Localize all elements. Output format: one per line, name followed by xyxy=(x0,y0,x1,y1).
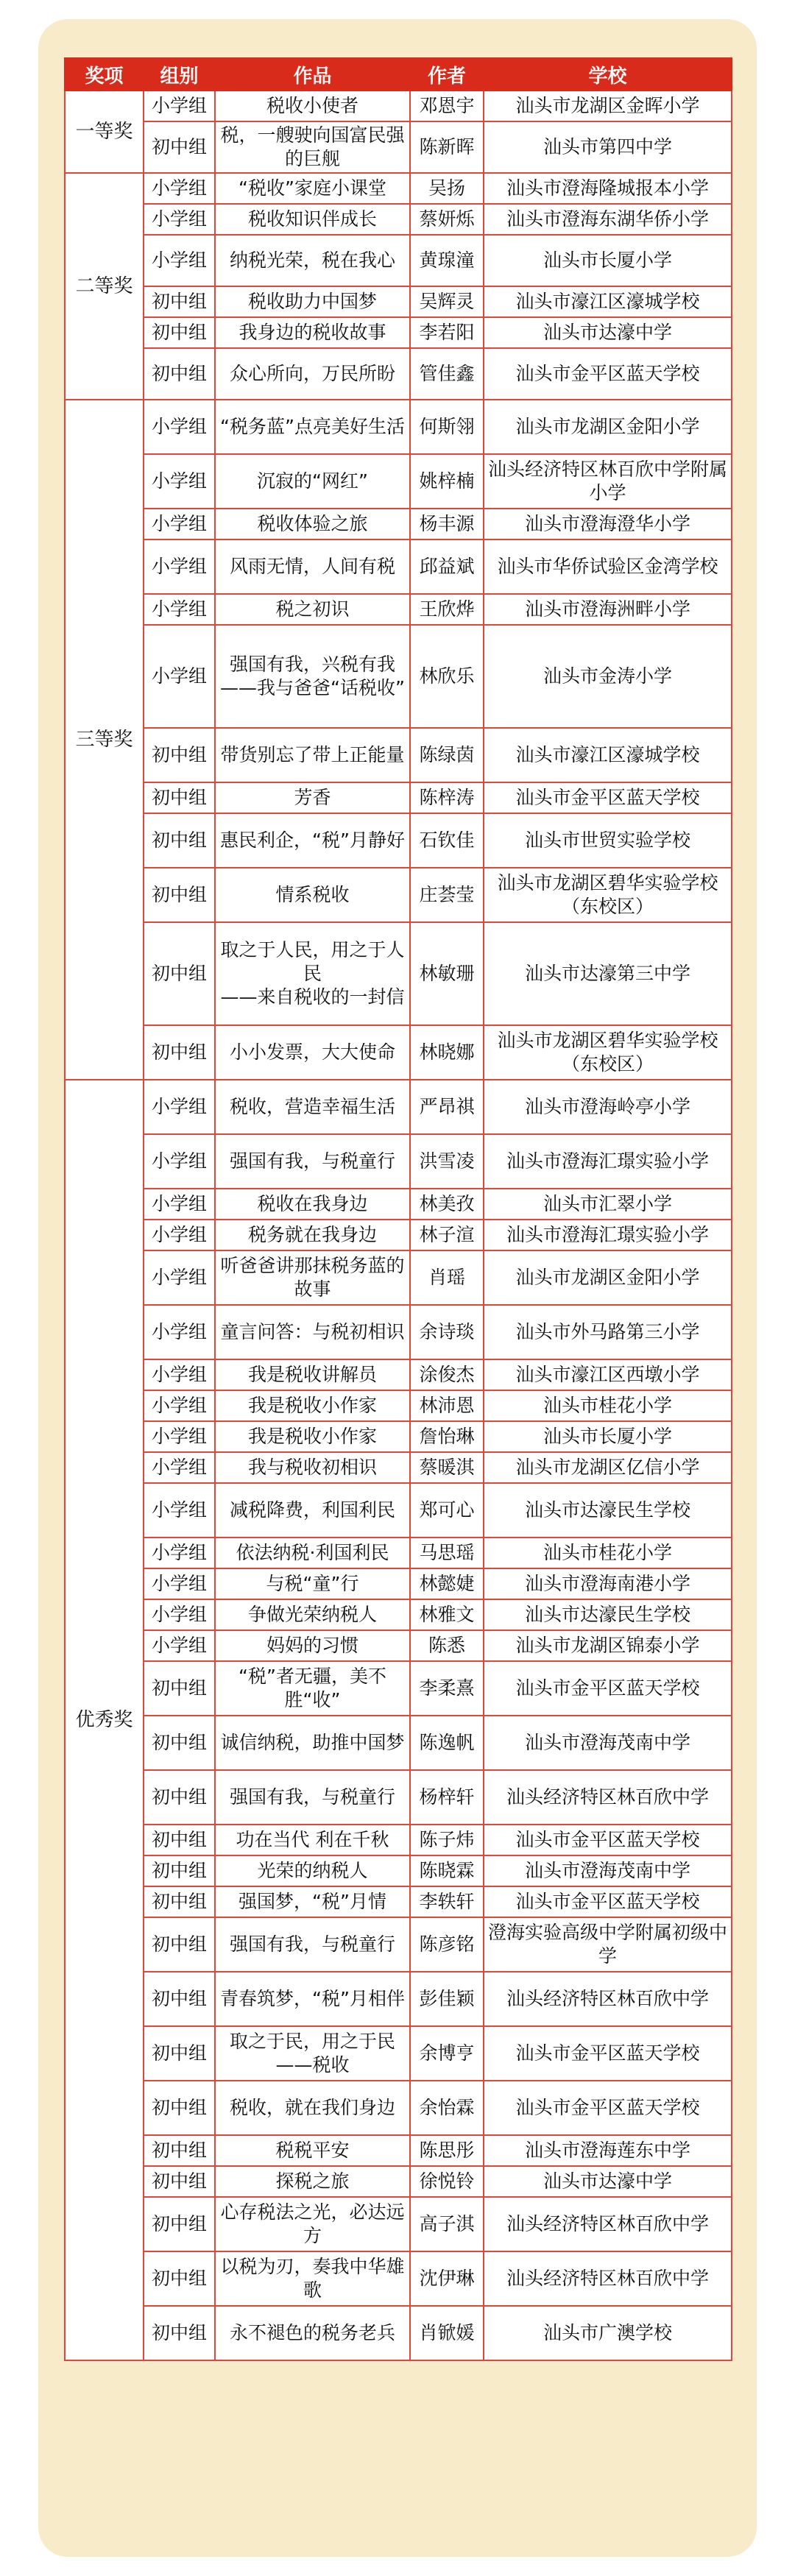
table-row xyxy=(65,173,732,204)
school-cell: 汕头市龙湖区金阳小学 xyxy=(484,1250,732,1305)
work-cell: 与税“童”行 xyxy=(215,1568,410,1599)
group-cell: 小学组 xyxy=(144,509,215,539)
author-cell: 徐悦铃 xyxy=(410,2166,484,2197)
work-cell: 功在当代 利在千秋 xyxy=(215,1825,410,1855)
author-cell: 余怡霖 xyxy=(410,2081,484,2135)
work-cell: 争做光荣纳税人 xyxy=(215,1599,410,1630)
author-cell: 林晓娜 xyxy=(410,1025,484,1080)
group-cell: 初中组 xyxy=(144,2166,215,2197)
table-row xyxy=(65,1770,732,1825)
author-cell: 涂俊杰 xyxy=(410,1359,484,1390)
author-cell: 邱益斌 xyxy=(410,539,484,594)
group-cell: 小学组 xyxy=(144,1134,215,1189)
author-cell: 林欣乐 xyxy=(410,625,484,728)
school-cell: 汕头市达濠民生学校 xyxy=(484,1483,732,1538)
school-cell: 汕头市澄海南港小学 xyxy=(484,1568,732,1599)
author-cell: 陈晓霖 xyxy=(410,1855,484,1886)
group-cell: 初中组 xyxy=(144,1025,215,1080)
author-cell: 吴辉灵 xyxy=(410,286,484,317)
group-cell: 初中组 xyxy=(144,1972,215,2026)
author-cell: 管佳鑫 xyxy=(410,348,484,400)
table-row xyxy=(65,1134,732,1189)
work-cell: 强国有我，兴税有我 ——我与爸爸“话税收” xyxy=(215,625,410,728)
group-cell: 小学组 xyxy=(144,173,215,204)
author-cell: 林懿婕 xyxy=(410,1568,484,1599)
table-row xyxy=(65,594,732,625)
table-row xyxy=(65,1305,732,1359)
school-cell: 汕头经济特区林百欣中学 xyxy=(484,2251,732,2306)
school-cell: 汕头市澄海汇璟实验小学 xyxy=(484,1220,732,1250)
author-cell: 肖锨媛 xyxy=(410,2306,484,2360)
work-cell: 风雨无情，人间有税 xyxy=(215,539,410,594)
work-cell: 税，一艘驶向国富民强的巨舰 xyxy=(215,121,410,173)
author-cell: 林沛恩 xyxy=(410,1390,484,1421)
group-cell: 小学组 xyxy=(144,1630,215,1661)
table-row xyxy=(65,1886,732,1917)
author-cell: 陈新晖 xyxy=(410,121,484,173)
table-row xyxy=(65,286,732,317)
table-row xyxy=(65,1189,732,1220)
group-cell: 初中组 xyxy=(144,728,215,782)
author-cell: 杨丰源 xyxy=(410,509,484,539)
author-cell: 余诗琰 xyxy=(410,1305,484,1359)
table-row xyxy=(65,1716,732,1770)
school-cell: 汕头市澄海茂南中学 xyxy=(484,1855,732,1886)
work-cell: 诚信纳税，助推中国梦 xyxy=(215,1716,410,1770)
group-cell: 初中组 xyxy=(144,2306,215,2360)
author-cell: 杨梓轩 xyxy=(410,1770,484,1825)
school-cell: 汕头经济特区林百欣中学附属小学 xyxy=(484,454,732,509)
author-cell: 姚梓楠 xyxy=(410,454,484,509)
author-cell: 吴扬 xyxy=(410,173,484,204)
work-cell: 取之于人民，用之于人民 ——来自税收的一封信 xyxy=(215,922,410,1025)
author-cell: 彭佳颖 xyxy=(410,1972,484,2026)
author-cell: 林敏珊 xyxy=(410,922,484,1025)
group-cell: 小学组 xyxy=(144,454,215,509)
table-row xyxy=(65,348,732,400)
table-row xyxy=(65,922,732,1025)
table-row xyxy=(65,1359,732,1390)
group-cell: 初中组 xyxy=(144,2026,215,2081)
work-cell: 以税为刃，奏我中华雄歌 xyxy=(215,2251,410,2306)
award-level-cell: 三等奖 xyxy=(65,400,144,1080)
work-cell: 强国有我，与税童行 xyxy=(215,1770,410,1825)
table-row xyxy=(65,1972,732,2026)
author-cell: 庄荟莹 xyxy=(410,868,484,922)
author-cell: 高子淇 xyxy=(410,2197,484,2251)
school-cell: 汕头市澄海汇璟实验小学 xyxy=(484,1134,732,1189)
group-cell: 初中组 xyxy=(144,782,215,813)
author-cell: 陈思彤 xyxy=(410,2135,484,2166)
table-row xyxy=(65,1917,732,1972)
school-cell: 汕头市广澳学校 xyxy=(484,2306,732,2360)
group-cell: 小学组 xyxy=(144,625,215,728)
table-row xyxy=(65,2197,732,2251)
work-cell: 探税之旅 xyxy=(215,2166,410,2197)
table-row xyxy=(65,1825,732,1855)
author-cell: 林美孜 xyxy=(410,1189,484,1220)
table-row xyxy=(65,2081,732,2135)
work-cell: “税收”家庭小课堂 xyxy=(215,173,410,204)
school-cell: 汕头市濠江区濠城学校 xyxy=(484,286,732,317)
group-cell: 初中组 xyxy=(144,1661,215,1716)
group-cell: 小学组 xyxy=(144,1220,215,1250)
group-cell: 初中组 xyxy=(144,286,215,317)
group-cell: 小学组 xyxy=(144,1421,215,1452)
work-cell: 永不褪色的税务老兵 xyxy=(215,2306,410,2360)
group-cell: 小学组 xyxy=(144,539,215,594)
school-cell: 汕头市龙湖区碧华实验学校（东校区） xyxy=(484,1025,732,1080)
work-cell: 我是税收小作家 xyxy=(215,1390,410,1421)
group-cell: 小学组 xyxy=(144,1250,215,1305)
table-row xyxy=(65,1080,732,1134)
table-row xyxy=(65,625,732,728)
school-cell: 汕头市长厦小学 xyxy=(484,235,732,286)
work-cell: 依法纳税·利国利民 xyxy=(215,1538,410,1568)
work-cell: 妈妈的习惯 xyxy=(215,1630,410,1661)
table-row xyxy=(65,1390,732,1421)
table-row xyxy=(65,1421,732,1452)
work-cell: 强国有我，与税童行 xyxy=(215,1917,410,1972)
author-cell: 李柔熹 xyxy=(410,1661,484,1716)
group-cell: 初中组 xyxy=(144,1917,215,1972)
table-row xyxy=(65,2135,732,2166)
author-cell: 马思瑶 xyxy=(410,1538,484,1568)
school-cell: 汕头市龙湖区亿信小学 xyxy=(484,1452,732,1483)
author-cell: 林雅文 xyxy=(410,1599,484,1630)
school-cell: 汕头市龙湖区锦泰小学 xyxy=(484,1630,732,1661)
author-cell: 沈伊琳 xyxy=(410,2251,484,2306)
table-row xyxy=(65,2306,732,2360)
author-cell: 陈绿茵 xyxy=(410,728,484,782)
author-cell: 洪雪凌 xyxy=(410,1134,484,1189)
work-cell: 纳税光荣，税在我心 xyxy=(215,235,410,286)
group-cell: 初中组 xyxy=(144,1825,215,1855)
table-row xyxy=(65,2166,732,2197)
school-cell: 汕头市汇翠小学 xyxy=(484,1189,732,1220)
table-row xyxy=(65,2251,732,2306)
author-cell: 陈子炜 xyxy=(410,1825,484,1855)
author-cell: 肖瑶 xyxy=(410,1250,484,1305)
group-cell: 小学组 xyxy=(144,1452,215,1483)
work-cell: 减税降费，利国利民 xyxy=(215,1483,410,1538)
group-cell: 小学组 xyxy=(144,1483,215,1538)
table-row xyxy=(65,1855,732,1886)
table-row xyxy=(65,1630,732,1661)
group-cell: 小学组 xyxy=(144,235,215,286)
author-cell: 林子渲 xyxy=(410,1220,484,1250)
group-cell: 小学组 xyxy=(144,400,215,454)
table-row xyxy=(65,868,732,922)
school-cell: 汕头市达濠第三中学 xyxy=(484,922,732,1025)
school-cell: 汕头市金平区蓝天学校 xyxy=(484,1825,732,1855)
table-row xyxy=(65,1452,732,1483)
table-row xyxy=(65,1250,732,1305)
award-level-cell: 一等奖 xyxy=(65,91,144,173)
table-body xyxy=(65,91,732,2360)
work-cell: 取之于民，用之于民——税收 xyxy=(215,2026,410,2081)
school-cell: 汕头市达濠中学 xyxy=(484,2166,732,2197)
work-cell: 我与税收初相识 xyxy=(215,1452,410,1483)
table-row xyxy=(65,204,732,235)
work-cell: 强国梦，“税”月情 xyxy=(215,1886,410,1917)
author-cell: 郑可心 xyxy=(410,1483,484,1538)
author-cell: 李轶轩 xyxy=(410,1886,484,1917)
work-cell: 心存税法之光，必达远方 xyxy=(215,2197,410,2251)
work-cell: 我是税收小作家 xyxy=(215,1421,410,1452)
school-cell: 汕头市桂花小学 xyxy=(484,1390,732,1421)
school-cell: 汕头市濠江区濠城学校 xyxy=(484,728,732,782)
group-cell: 初中组 xyxy=(144,2081,215,2135)
author-cell: 何斯翎 xyxy=(410,400,484,454)
school-cell: 汕头市濠江区西墩小学 xyxy=(484,1359,732,1390)
school-cell: 汕头市华侨试验区金湾学校 xyxy=(484,539,732,594)
table-row xyxy=(65,813,732,868)
header-award: 奖项 xyxy=(65,58,144,91)
work-cell: 青春筑梦，“税”月相伴 xyxy=(215,1972,410,2026)
table-row xyxy=(65,728,732,782)
group-cell: 小学组 xyxy=(144,1080,215,1134)
author-cell: 石钦佳 xyxy=(410,813,484,868)
author-cell: 黄瑔潼 xyxy=(410,235,484,286)
group-cell: 初中组 xyxy=(144,348,215,400)
school-cell: 汕头经济特区林百欣中学 xyxy=(484,1770,732,1825)
school-cell: 汕头经济特区林百欣中学 xyxy=(484,1972,732,2026)
table-header-row xyxy=(65,58,732,91)
table-row xyxy=(65,1025,732,1080)
table-row xyxy=(65,317,732,348)
table-row xyxy=(65,1538,732,1568)
school-cell: 汕头市金涛小学 xyxy=(484,625,732,728)
group-cell: 小学组 xyxy=(144,91,215,121)
school-cell: 汕头市金平区蓝天学校 xyxy=(484,1886,732,1917)
work-cell: 税收助力中国梦 xyxy=(215,286,410,317)
work-cell: 惠民利企，“税”月静好 xyxy=(215,813,410,868)
work-cell: 税收在我身边 xyxy=(215,1189,410,1220)
group-cell: 小学组 xyxy=(144,1599,215,1630)
group-cell: 小学组 xyxy=(144,1390,215,1421)
school-cell: 汕头市长厦小学 xyxy=(484,1421,732,1452)
author-cell: 陈梓涛 xyxy=(410,782,484,813)
group-cell: 小学组 xyxy=(144,1568,215,1599)
table-row xyxy=(65,400,732,454)
table-row xyxy=(65,235,732,286)
award-level-cell: 优秀奖 xyxy=(65,1080,144,2360)
work-cell: 我是税收讲解员 xyxy=(215,1359,410,1390)
work-cell: 强国有我，与税童行 xyxy=(215,1134,410,1189)
work-cell: “税务蓝”点亮美好生活 xyxy=(215,400,410,454)
group-cell: 初中组 xyxy=(144,1855,215,1886)
work-cell: 税收小使者 xyxy=(215,91,410,121)
group-cell: 小学组 xyxy=(144,1189,215,1220)
author-cell: 蔡妍烁 xyxy=(410,204,484,235)
table-row xyxy=(65,1661,732,1716)
table-row xyxy=(65,454,732,509)
work-cell: 带货别忘了带上正能量 xyxy=(215,728,410,782)
table-row xyxy=(65,1483,732,1538)
header-school: 学校 xyxy=(484,58,732,91)
group-cell: 初中组 xyxy=(144,1886,215,1917)
work-cell: 税收知识伴成长 xyxy=(215,204,410,235)
work-cell: 情系税收 xyxy=(215,868,410,922)
award-table xyxy=(64,57,732,2361)
author-cell: 邓恩宇 xyxy=(410,91,484,121)
table-row xyxy=(65,539,732,594)
table-row xyxy=(65,782,732,813)
author-cell: 陈悉 xyxy=(410,1630,484,1661)
group-cell: 初中组 xyxy=(144,2251,215,2306)
school-cell: 澄海实验高级中学附属初级中学 xyxy=(484,1917,732,1972)
school-cell: 汕头市金平区蓝天学校 xyxy=(484,348,732,400)
school-cell: 汕头市龙湖区金阳小学 xyxy=(484,400,732,454)
group-cell: 初中组 xyxy=(144,1770,215,1825)
work-cell: 税收体验之旅 xyxy=(215,509,410,539)
school-cell: 汕头市世贸实验学校 xyxy=(484,813,732,868)
table-row xyxy=(65,1220,732,1250)
author-cell: 严昂祺 xyxy=(410,1080,484,1134)
table-row xyxy=(65,1599,732,1630)
school-cell: 汕头市桂花小学 xyxy=(484,1538,732,1568)
group-cell: 初中组 xyxy=(144,868,215,922)
work-cell: 光荣的纳税人 xyxy=(215,1855,410,1886)
work-cell: 税之初识 xyxy=(215,594,410,625)
group-cell: 小学组 xyxy=(144,1305,215,1359)
work-cell: 税收，就在我们身边 xyxy=(215,2081,410,2135)
school-cell: 汕头市澄海洲畔小学 xyxy=(484,594,732,625)
school-cell: 汕头市澄海东湖华侨小学 xyxy=(484,204,732,235)
school-cell: 汕头市金平区蓝天学校 xyxy=(484,2081,732,2135)
header-author: 作者 xyxy=(410,58,484,91)
table-row xyxy=(65,2026,732,2081)
group-cell: 初中组 xyxy=(144,1716,215,1770)
table-row xyxy=(65,1568,732,1599)
group-cell: 初中组 xyxy=(144,121,215,173)
school-cell: 汕头市金平区蓝天学校 xyxy=(484,2026,732,2081)
school-cell: 汕头市金平区蓝天学校 xyxy=(484,1661,732,1716)
school-cell: 汕头市龙湖区碧华实验学校（东校区） xyxy=(484,868,732,922)
school-cell: 汕头市龙湖区金晖小学 xyxy=(484,91,732,121)
work-cell: 我身边的税收故事 xyxy=(215,317,410,348)
group-cell: 小学组 xyxy=(144,1538,215,1568)
work-cell: 税收，营造幸福生活 xyxy=(215,1080,410,1134)
school-cell: 汕头市澄海隆城报本小学 xyxy=(484,173,732,204)
work-cell: 听爸爸讲那抹税务蓝的故事 xyxy=(215,1250,410,1305)
group-cell: 小学组 xyxy=(144,594,215,625)
work-cell: 众心所向，万民所盼 xyxy=(215,348,410,400)
school-cell: 汕头市外马路第三小学 xyxy=(484,1305,732,1359)
author-cell: 詹怡琳 xyxy=(410,1421,484,1452)
work-cell: 税务就在我身边 xyxy=(215,1220,410,1250)
work-cell: 芳香 xyxy=(215,782,410,813)
table-row xyxy=(65,509,732,539)
work-cell: “税”者无疆，美不胜“收” xyxy=(215,1661,410,1716)
table-row xyxy=(65,121,732,173)
group-cell: 初中组 xyxy=(144,317,215,348)
school-cell: 汕头市金平区蓝天学校 xyxy=(484,782,732,813)
author-cell: 余博亨 xyxy=(410,2026,484,2081)
author-cell: 王欣烨 xyxy=(410,594,484,625)
group-cell: 小学组 xyxy=(144,1359,215,1390)
school-cell: 汕头市澄海澄华小学 xyxy=(484,509,732,539)
school-cell: 汕头市澄海茂南中学 xyxy=(484,1716,732,1770)
school-cell: 汕头市澄海莲东中学 xyxy=(484,2135,732,2166)
school-cell: 汕头市达濠民生学校 xyxy=(484,1599,732,1630)
award-level-cell: 二等奖 xyxy=(65,173,144,400)
group-cell: 初中组 xyxy=(144,922,215,1025)
author-cell: 陈彦铭 xyxy=(410,1917,484,1972)
header-group: 组别 xyxy=(144,58,215,91)
group-cell: 初中组 xyxy=(144,2197,215,2251)
author-cell: 陈逸帆 xyxy=(410,1716,484,1770)
school-cell: 汕头市达濠中学 xyxy=(484,317,732,348)
group-cell: 初中组 xyxy=(144,813,215,868)
school-cell: 汕头市第四中学 xyxy=(484,121,732,173)
author-cell: 蔡暖淇 xyxy=(410,1452,484,1483)
header-work: 作品 xyxy=(215,58,410,91)
school-cell: 汕头经济特区林百欣中学 xyxy=(484,2197,732,2251)
work-cell: 童言问答：与税初相识 xyxy=(215,1305,410,1359)
group-cell: 小学组 xyxy=(144,204,215,235)
group-cell: 初中组 xyxy=(144,2135,215,2166)
table-row xyxy=(65,91,732,121)
author-cell: 李若阳 xyxy=(410,317,484,348)
school-cell: 汕头市澄海岭亭小学 xyxy=(484,1080,732,1134)
work-cell: 沉寂的“网红” xyxy=(215,454,410,509)
work-cell: 小小发票，大大使命 xyxy=(215,1025,410,1080)
work-cell: 税税平安 xyxy=(215,2135,410,2166)
